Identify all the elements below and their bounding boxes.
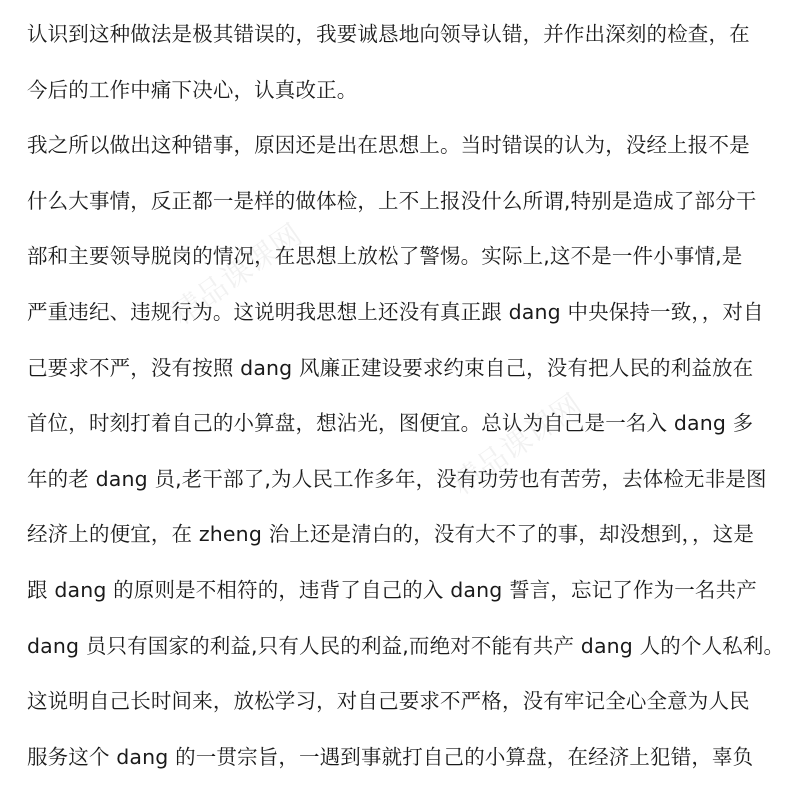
text-line: 跟 dang 的原则是不相符的，违背了自己的入 dang 誓言，忘记了作为一名共产: [27, 577, 757, 602]
watermark-text: 精品课课网: [445, 387, 589, 503]
text-line: 年的老 dang 员,老干部了,为人民工作多年，没有功劳也有苦劳，去体检无非是图: [27, 466, 767, 491]
text-line: dang 员只有国家的利益,只有人民的利益,而绝对不能有共产 dang 人的个人私利。: [27, 633, 785, 658]
text-line: 今后的工作中痛下决心，认真改正。: [27, 77, 358, 102]
text-line: 己要求不严，没有按照 dang 风廉正建设要求约束自己，没有把人民的利益放在: [27, 355, 754, 380]
text-line: 部和主要领导脱岗的情况，在思想上放松了警惕。实际上,这不是一件小事情,是: [27, 244, 743, 269]
text-line: 认识到这种做法是极其错误的，我要诚恳地向领导认错，并作出深刻的检查，在: [27, 22, 750, 46]
text-line: 严重违纪、违规行为。这说明我思想上还没有真正跟 dang 中央保持一致，，对自: [27, 299, 764, 324]
text-line: 我之所以做出这种错事，原因还是出在思想上。当时错误的认为，没经上报不是: [27, 133, 750, 158]
watermark-text: 精品课课网: [165, 217, 309, 333]
text-line: 服务这个 dang 的一贯宗旨，一遇到事就打自己的小算盘，在经济上犯错，辜负: [27, 744, 754, 769]
text-line: 这说明自己长时间来，放松学习，对自己要求不严格，没有牢记全心全意为人民: [27, 689, 750, 714]
text-line: 经济上的便宜，在 zheng 治上还是清白的，没有大不了的事，却没想到，，这是: [27, 522, 755, 547]
document-body: [27, 18, 787, 796]
text-line: 什么大事情，反正都一是样的做体检，上不上报没什么所谓,特别是造成了部分干: [27, 188, 757, 213]
text-line: 首位，时刻打着自己的小算盘，想沾光，图便宜。总认为自己是一名入 dang 多: [27, 411, 754, 436]
